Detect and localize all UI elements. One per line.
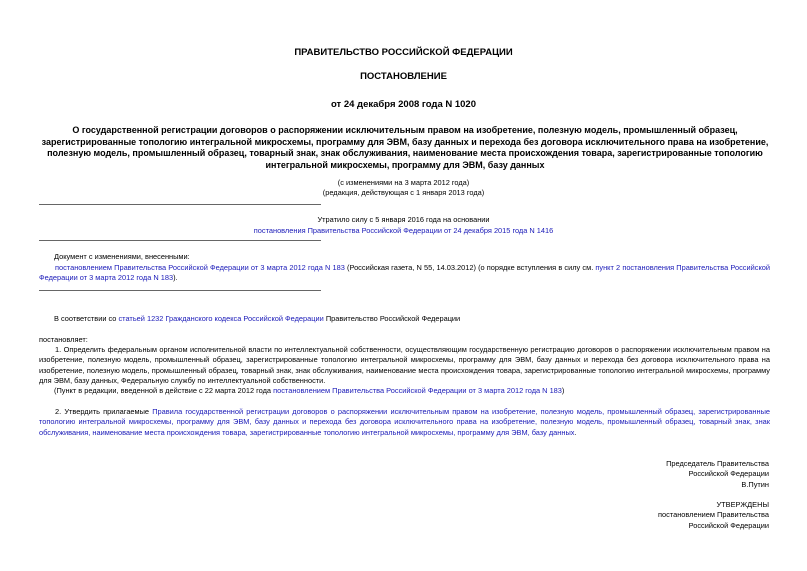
approved-line-2: Российской Федерации <box>688 520 769 530</box>
preamble-post: Правительство Российской Федерации <box>323 314 461 323</box>
item-1-note-post: ) <box>561 386 565 395</box>
amendments-line-1: (с изменениями на 3 марта 2012 года) <box>337 178 470 187</box>
item-1-note-pre: (Пункт в редакции, введенной в действие с 22 марта 2012 года <box>54 386 274 395</box>
expired-link-line <box>0 226 807 236</box>
signature-name: В.Путин <box>741 479 769 489</box>
decrees-label: постановляет: <box>39 335 88 344</box>
item-2-pre: 2. Утвердить прилагаемые <box>55 407 153 416</box>
changes-text-1: (Российская газета, N 55, 14.03.2012) (о порядке вступления в силу см. <box>344 263 596 272</box>
divider <box>39 240 321 241</box>
changes-text-2: ). <box>173 273 178 283</box>
document-title: О государственной регистрации договоров о распоряжении исключительным правом на изобретение, полезную модель, промышленный образец, зарегистрированные топологию интегральной микросхемы, программу для ЭВМ, базу данных и перехода без договора исключительного права на изобретение, полезную модель, промышленный образец, товарный знак, знак обслуживания, наименование места происхождения товара, зарегистрированные топологию интегральной микросхемы, программу для ЭВМ, базу данных <box>41 125 769 170</box>
expired-link[interactable]: постановления Правительства Российской Федерации от 24 декабря 2015 года N 1416 <box>253 226 554 235</box>
changes-paragraph <box>39 263 770 284</box>
approved-block <box>560 500 769 531</box>
item-1: 1. Определить федеральным органом исполнительной власти по интеллектуальной собственности, осуществляющим государственную регистрацию договоров о распоряжении исключительным правом на изобретение, полезную модель, промышленный образец, зарегистрированные топологию интегральной микросхемы, программу для ЭВМ, базу данных и перехода без договора исключительного права на изобретение, полезную модель, промышленный образец, товарный знак, знак обслуживания, наименование места происхождения товара, зарегистрированные топологию интегральной микросхемы, программу для ЭВМ, базу данных, Федеральную службу по интеллектуальной собственности. <box>39 345 770 386</box>
item-2 <box>39 407 770 438</box>
signature-position-1: Председатель Правительства <box>666 459 769 468</box>
item-1-note-link[interactable]: постановлением Правительства Российской Федерации от 3 марта 2012 года N 183 <box>273 386 562 395</box>
preamble <box>54 314 460 324</box>
changes-intro: Документ с изменениями, внесенными: <box>54 252 190 261</box>
date-number-heading: от 24 декабря 2008 года N 1020 <box>330 99 476 110</box>
signature-position-2: Российской Федерации <box>688 469 769 479</box>
civil-code-link[interactable]: статьей 1232 Гражданского кодекса Российской Федерации <box>118 314 324 323</box>
approved-label: УТВЕРЖДЕНЫ <box>716 500 769 509</box>
item-2-post: . <box>574 427 577 437</box>
changes-link-1[interactable]: постановлением Правительства Российской Федерации от 3 марта 2012 года N 183 <box>55 263 345 272</box>
government-heading: ПРАВИТЕЛЬСТВО РОССИЙСКОЙ ФЕДЕРАЦИИ <box>294 47 513 58</box>
approved-line-1: постановлением Правительства <box>658 510 769 520</box>
doc-type-heading: ПОСТАНОВЛЕНИЕ <box>360 71 447 82</box>
amendments-line-2: (редакция, действующая с 1 января 2013 года) <box>322 188 485 197</box>
signature-block <box>560 459 769 490</box>
divider <box>39 290 321 291</box>
preamble-pre: В соответствии со <box>54 314 119 323</box>
divider <box>39 204 321 205</box>
rules-link[interactable]: Правила государственной регистрации договоров о распоряжении исключительным правом на изобретение, полезную модель, промышленный образец, зарегистрированные топологию интегральной микросхемы, программу для ЭВМ, базу данных и перехода без договора исключительного права на изобретение, полезную модель, промышленный образец, товарный знак, знак обслуживания, наименование места происхождения товара, зарегистрированные топологию интегральной микросхемы, программу для ЭВМ, базу данных <box>39 407 770 437</box>
item-1-note <box>54 386 564 396</box>
expired-text: Утратило силу с 5 января 2016 года на основании <box>317 215 490 224</box>
changes-link-2[interactable]: пункт 2 постановления Правительства Российской Федерации от 3 марта 2012 года N 183 <box>39 263 770 283</box>
